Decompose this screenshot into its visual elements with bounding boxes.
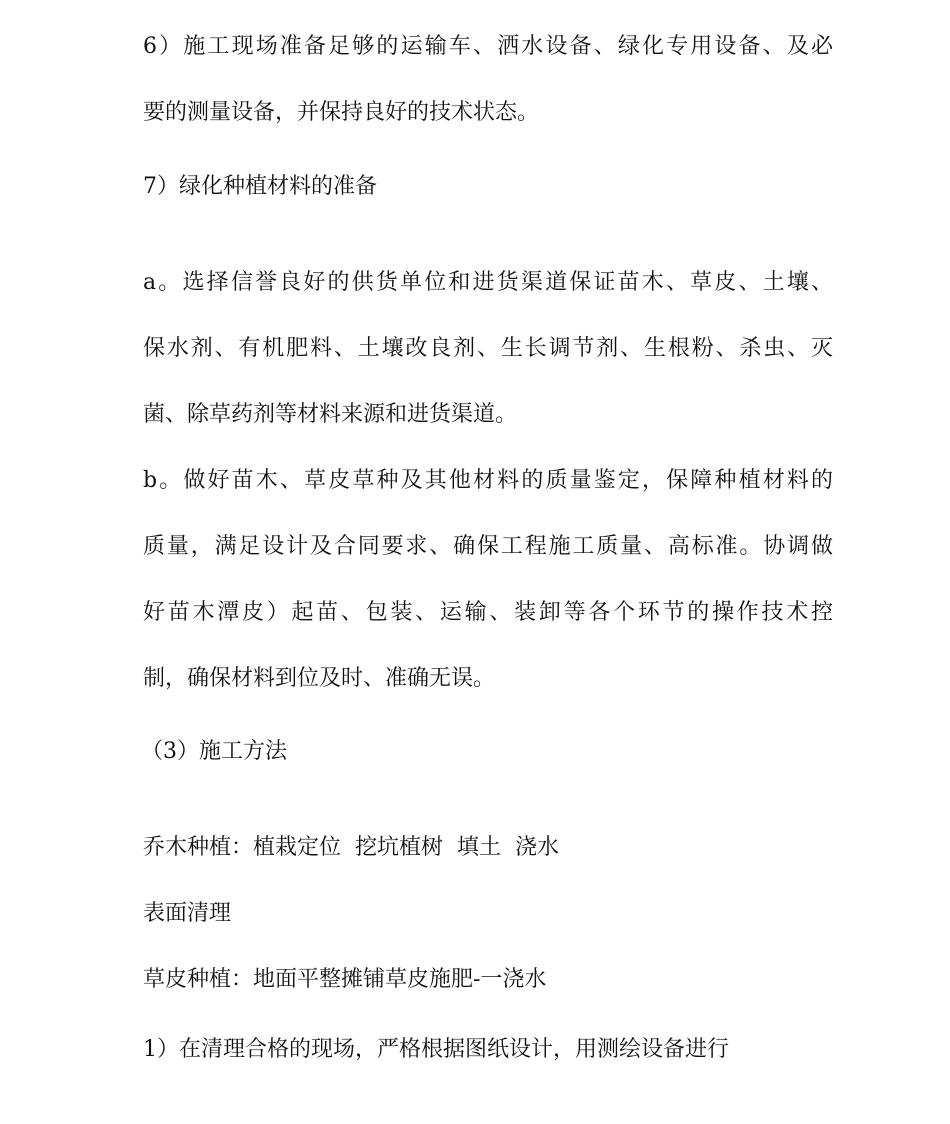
paragraph-line: 菌、除草药剂等材料来源和进货渠道。 [143, 402, 518, 427]
paragraph-line: b。做好苗木、草皮草种及其他材料的质量鉴定，保障种植材料的 [143, 468, 833, 493]
paragraph-line: 制，确保材料到位及时、准确无误。 [143, 666, 496, 691]
paragraph-line: 要的测量设备，并保持良好的技术状态。 [143, 100, 540, 125]
paragraph-line: 质量，满足设计及合同要求、确保工程施工质量、高标准。协调做 [143, 534, 833, 559]
paragraph-line: 好苗木潭皮）起苗、包装、运输、装卸等各个环节的操作技术控 [143, 600, 833, 625]
paragraph-line: 6）施工现场准备足够的运输车、洒水设备、绿化专用设备、及必 [143, 34, 833, 59]
process-line: 表面清理 [143, 901, 232, 926]
section-heading: 7）绿化种植材料的准备 [143, 174, 377, 199]
paragraph-line: 1）在清理合格的现场，严格根据图纸设计，用测绘设备进行 [143, 1037, 729, 1062]
process-line: 乔木种植：植栽定位 挖坑植树 填土 浇水 [143, 835, 559, 860]
process-line: 草皮种植：地面平整摊铺草皮施肥-一浇水 [143, 967, 547, 992]
paragraph-line: 保水剂、有机肥料、土壤改良剂、生长调节剂、生根粉、杀虫、灭 [143, 336, 833, 361]
section-heading: （3）施工方法 [141, 739, 287, 764]
paragraph-line: a。选择信誉良好的供货单位和进货渠道保证苗木、草皮、土壤、 [143, 270, 833, 295]
